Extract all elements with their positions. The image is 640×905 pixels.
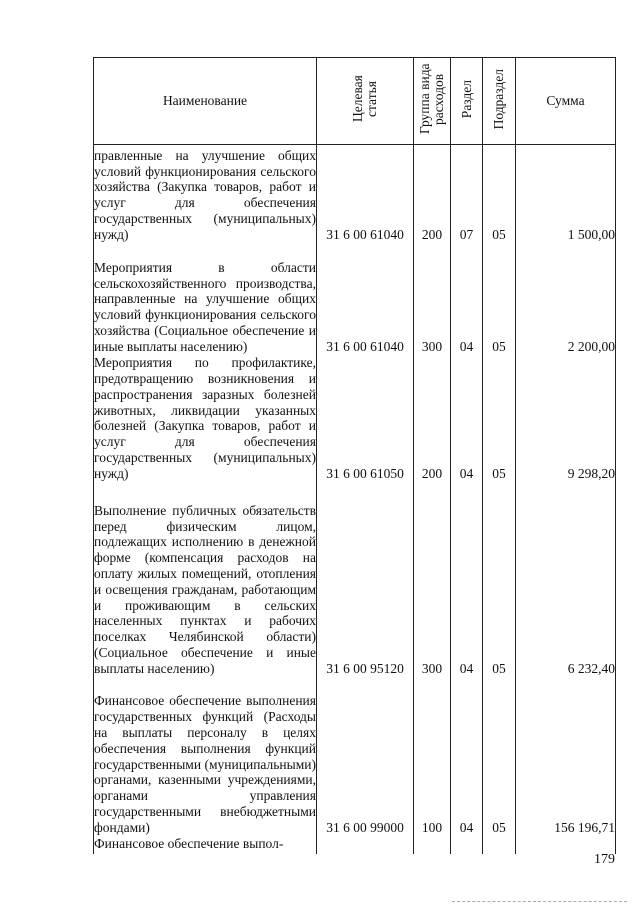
table-row <box>94 836 616 854</box>
row-sum: 1 500,00 <box>516 145 616 243</box>
row-target-article: 31 6 00 61050 <box>317 355 414 482</box>
page-number: 179 <box>594 852 615 867</box>
header-name: Наименование <box>94 58 317 145</box>
row-target-article: 31 6 00 61040 <box>317 145 414 243</box>
row-expense-group: 300 <box>414 243 451 355</box>
row-name: Финансовое обеспечение выпол- <box>94 836 317 854</box>
row-name: Финансовое обеспечение выполнения государственных функций (Расходы на выплаты персоналу в целях обеспечения выполнения функций государственными (муниципальными) органами, казенными учреждениями, органами управления государственными внебюджетными фондами) <box>94 677 317 836</box>
row-section: 04 <box>451 677 483 836</box>
header-expense-group: Группа вида расходов <box>414 58 451 145</box>
table-header-row <box>94 58 616 145</box>
header-subsection: Подраздел <box>483 58 516 145</box>
row-section: 04 <box>451 243 483 355</box>
table-row <box>94 355 616 482</box>
row-subsection <box>483 836 516 854</box>
row-section: 04 <box>451 355 483 482</box>
row-expense-group: 200 <box>414 145 451 243</box>
header-section: Раздел <box>451 58 483 145</box>
footer-divider <box>452 901 627 902</box>
row-name: правленные на улучшение общих условий функционирования сельского хозяйства (Закупка товаров, работ и услуг для обеспечения государственных (муниципальных) нужд) <box>94 145 317 243</box>
row-section: 04 <box>451 482 483 677</box>
row-name: Мероприятия в области сельскохозяйственного производства, направленные на улучшение общих условий функционирования сельского хозяйства (Социальное обеспечение и иные выплаты населению) <box>94 243 317 355</box>
row-name: Мероприятия по профилактике, предотвращению возникновения и распространения заразных болезней животных, ликвидации указанных болезней (Закупка товаров, работ и услуг для обеспечения государственных (муниципальных) нужд) <box>94 355 316 481</box>
row-section: 07 <box>451 145 483 243</box>
row-sum: 156 196,71 <box>516 677 616 836</box>
row-target-article <box>317 836 414 854</box>
row-expense-group: 200 <box>414 355 451 482</box>
table-row <box>94 677 616 836</box>
row-sum: 2 200,00 <box>516 243 616 355</box>
row-expense-group <box>414 836 451 854</box>
row-subsection: 05 <box>483 145 516 243</box>
row-sum: 6 232,40 <box>516 482 616 677</box>
budget-table <box>93 57 616 854</box>
row-name: Выполнение публичных обязательств перед физическим лицом, подлежащих исполнению в денежной форме (компенсация расходов на оплату жилых помещений, отопления и освещения гражданам, работающим и проживающим в сельских населенных пунктах и рабочих поселках Челябинской области) (Социальное обеспечение и иные выплаты населению) <box>94 482 317 677</box>
table-row <box>94 482 616 677</box>
row-target-article: 31 6 00 95120 <box>317 482 414 677</box>
row-section <box>451 836 483 854</box>
row-sum <box>516 836 616 854</box>
row-sum: 9 298,20 <box>516 355 616 482</box>
row-subsection: 05 <box>483 482 516 677</box>
header-target-article: Целевая статья <box>317 58 414 145</box>
header-sum: Сумма <box>516 58 616 145</box>
row-expense-group: 100 <box>414 677 451 836</box>
row-subsection: 05 <box>483 243 516 355</box>
row-target-article: 31 6 00 61040 <box>317 243 414 355</box>
row-subsection: 05 <box>483 355 516 482</box>
table-row <box>94 145 616 243</box>
table-row <box>94 243 616 355</box>
row-target-article: 31 6 00 99000 <box>317 677 414 836</box>
row-expense-group: 300 <box>414 482 451 677</box>
row-subsection: 05 <box>483 677 516 836</box>
